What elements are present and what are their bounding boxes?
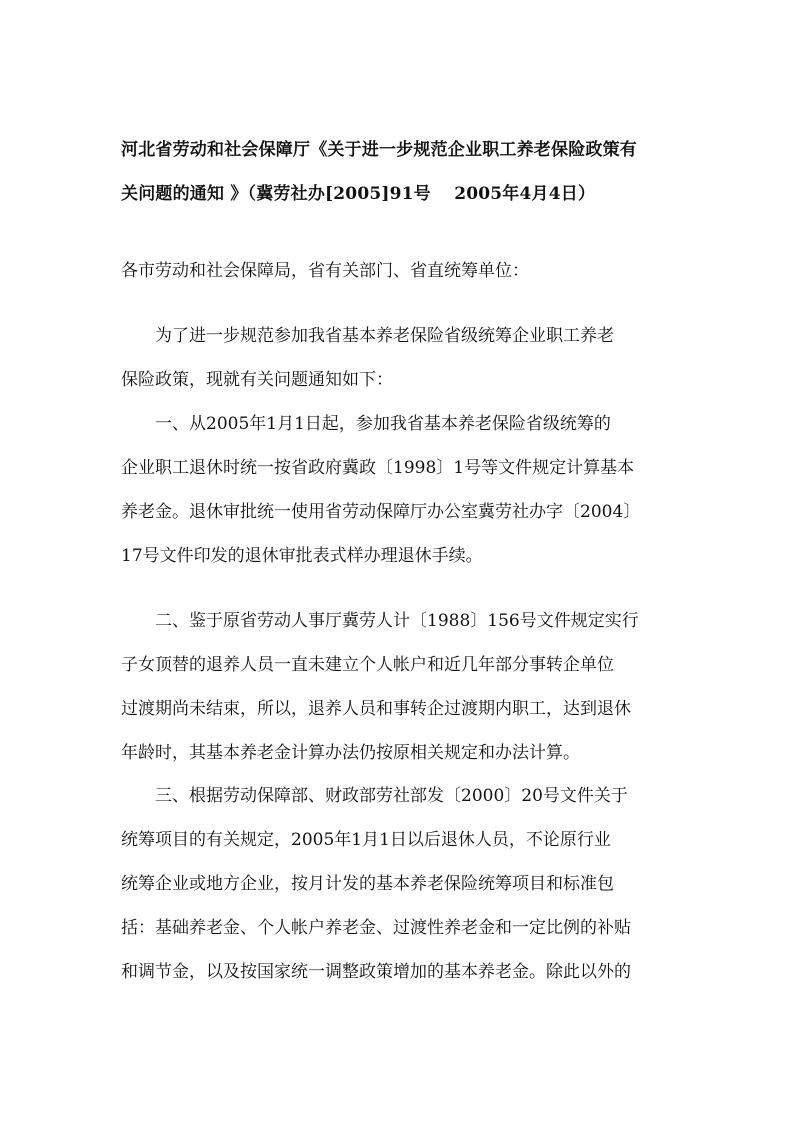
paragraph-line: 保险政策，现就有关问题通知如下：	[121, 370, 393, 390]
paragraph-item-2	[121, 599, 681, 775]
paragraph-line: 子女顶替的退养人员一直未建立个人帐户和近几年部分事转企单位	[121, 655, 614, 675]
paragraph-item-3	[121, 774, 681, 994]
paragraph-line: 二、鉴于原省劳动人事厅冀劳人计〔1988〕156号文件规定实行	[121, 611, 639, 631]
document-title	[121, 128, 681, 216]
paragraph-line: 和调节金，以及按国家统一调整政策增加的基本养老金。除此以外的	[121, 962, 631, 982]
title-line: 河北省劳动和社会保障厅《关于进一步规范企业职工养老保险政策有	[121, 140, 637, 160]
paragraph-intro	[121, 314, 681, 402]
paragraph-line: 年龄时，其基本养老金计算办法仍按原相关规定和办法计算。	[121, 743, 580, 763]
paragraph-line: 统筹项目的有关规定，2005年1月1日以后退休人员，不论原行业	[121, 830, 611, 850]
paragraph-line: 17号文件印发的退休审批表式样办理退休手续。	[121, 546, 483, 566]
paragraph-line: 企业职工退休时统一按省政府冀政〔1998〕1号等文件规定计算基本	[121, 458, 635, 478]
paragraph-line: 过渡期尚未结束，所以，退养人员和事转企过渡期内职工，达到退休	[121, 699, 631, 719]
paragraph-line: 统筹企业或地方企业，按月计发的基本养老保险统筹项目和标准包	[121, 874, 614, 894]
salutation: 各市劳动和社会保障局，省有关部门、省直统筹单位：	[121, 261, 529, 281]
paragraph-line: 括：基础养老金、个人帐户养老金、过渡性养老金和一定比例的补贴	[121, 918, 631, 938]
title-line: 关问题的通知 》（冀劳社办[2005]91号 2005年4月4日）	[121, 184, 596, 204]
paragraph-item-1	[121, 402, 681, 578]
paragraph-line: 三、根据劳动保障部、财政部劳社部发〔2000〕20号文件关于	[121, 786, 628, 806]
paragraph-line: 为了进一步规范参加我省基本养老保险省级统筹企业职工养老	[121, 326, 614, 346]
paragraph-line: 养老金。退休审批统一使用省劳动保障厅办公室冀劳社办字〔2004〕	[121, 502, 641, 522]
paragraph-line: 一、从2005年1月1日起，参加我省基本养老保险省级统筹的	[121, 414, 611, 434]
